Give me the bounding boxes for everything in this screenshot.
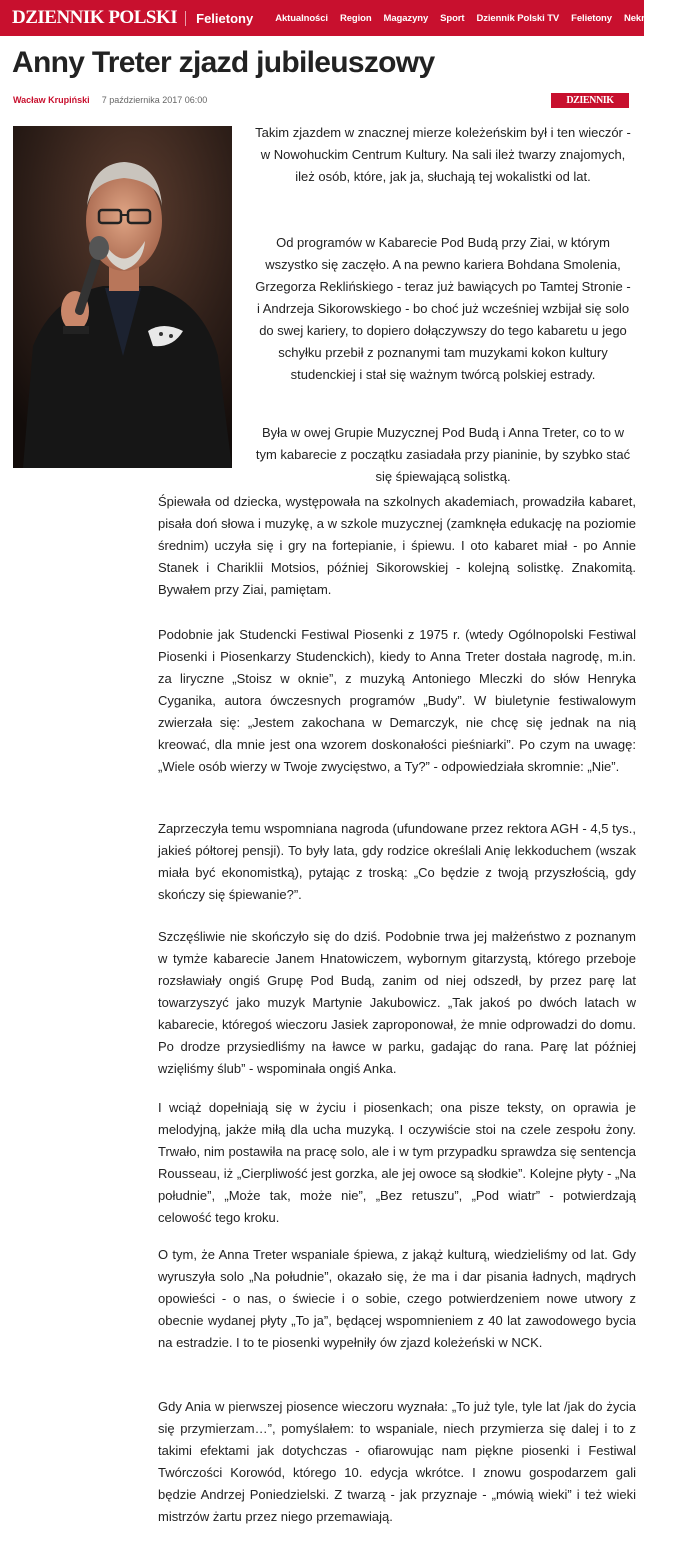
paragraph-9: O tym, że Anna Treter wspaniale śpiewa, z jakąż kulturą, wiedzieliśmy od lat. Gdy wyruszyła solo „Na południe”, okazało się, że ma i dar pisania ładnych, mądrych opowieści - o nas, o świecie i o sobie, czego potwierdzeniem nowe utwory z obecnie wydanej płyty „To ja”, będącej wspomnieniem z 40 lat zawodowego bycia na estradzie. I to te piosenki wypełniły ów zjazd koleżeński w NCK. [158,1247,636,1350]
article-meta [13,95,207,105]
paragraph-3: Była w owej Grupie Muzycznej Pod Budą i Anna Treter, co to w tym kabarecie z początku zasiadała przy pianinie, by szybko stać się śpiewającą solistką. [255,425,631,484]
top-navigation-bar [0,0,691,36]
section-label[interactable]: Felietony [185,11,263,26]
nav-item-sport[interactable]: Sport [440,12,465,24]
article-photo [13,126,232,468]
nav-item-po[interactable]: Po [678,12,691,24]
nav-item-aktualnosci[interactable]: Aktualności [275,12,328,24]
paragraph-2: Od programów w Kabarecie Pod Budą przy Ziai, w którym wszystko się zaczęło. A na pewno kariera Bohdana Smolenia, Grzegorza Reklińskiego - teraz już bawiących po Tamtej Stronie - i Andrzeja Sikorowskiego - bo choć już wcześniej wzbijał się solo do swej kariery, to dopiero dołączywszy do tego kabaretu u jego schyłku przebił z poznanymi tam muzykami kokon kultury studenckiej i stał się ważnym twórcą polskiej estrady. [255,235,631,382]
paragraph-8: I wciąż dopełniają się w życiu i piosenkach; ona pisze teksty, on oprawia je melodyjną, jakże miłą dla ucha muzyką. I oczywiście stoi na czele zespołu żony. Trwało, nim postawiła na pracę solo, ale i w tym przypadku sprawdza się sentencja Rousseau, iż „Cierpliwość jest gorzka, ale jej owoce są słodkie”. Kolejne płyty - „Na południe”, „Może tak, może nie”, „Bez retuszu”, „Pod wiatr” - potwierdzają celowość tego kroku. [158,1100,636,1225]
source-badge: DZIENNIK POLSKI [551,93,629,108]
nav-item-dziennik-polski-tv[interactable]: Dziennik Polski TV [476,12,560,24]
paragraph-6: Zaprzeczyła temu wspomniana nagroda (ufundowane przez rektora AGH - 4,5 tys., jakieś półtorej pensji). To były lata, gdy rodzice określali Anię lekkoduchem (wszak miała być ekonomistką), pytając z troską: „Co będzie z twoją przyszłością, gdy skończy się śpiewanie?”. [158,821,636,902]
paragraph-4: Śpiewała od dziecka, występowała na szkolnych akademiach, prowadziła kabaret, pisała doń słowa i muzykę, a w szkole muzycznej (zamknęła edukację na poziomie średnim) uczyła się i gry na fortepianie, i śpiewu. I oto kabaret miał - po Annie Stanek i Chariklii Motsios, później Sikorowskiej - kolejną solistkę. Znakomitą. Bywałem przy Ziai, pamiętam. [158,494,636,597]
photo-singer-microphone [13,126,232,468]
paragraph-7: Szczęśliwie nie skończyło się do dziś. Podobnie trwa jej małżeństwo z poznanym w tymże kabarecie Janem Hnatowiczem, wybornym gitarzystą, którego przeboje rozsławiały ongiś Grupę Pod Budą, zanim od niej odszedł, by przez parę lat towarzyszyć jako muzyk Martynie Jakubowicz. „Tak jakoś po dwóch latach w kabarecie, któregoś wieczoru Jasiek zaproponował, że mnie odprowadzi do domu. Po drodze przysiedliśmy na ławce w parku, gadając do rana. Parę lat później wzięliśmy ślub” - wspominała ongiś Anka. [158,929,636,1076]
paragraph-5: Podobnie jak Studencki Festiwal Piosenki z 1975 r. (wtedy Ogólnopolski Festiwal Piosenki i Piosenkarzy Studenckich), kiedy to Anna Treter dostała nagrodę, m.in. za liryczne „Stoisz w oknie”, z muzyką Antoniego Mleczki do słów Henryka Cyganika, autora ówczesnych programów „Budy”. W biuletynie festiwalowym zwierzała się: „Jestem zakochana w Demarczyk, nie chcę się jednak na nią kreować, dla mnie jest ona wzorem doskonałości pieśniarki”. Po czym na uwagę: „Wiele osób wierzy w Twoje zwycięstwo, a Ty?” - odpowiedziała skromnie: „Nie”. [158,627,636,774]
nav-item-magazyny[interactable]: Magazyny [383,12,429,24]
site-logo[interactable]: DZIENNIK POLSKI [12,7,178,28]
nav-item-region[interactable]: Region [339,12,372,24]
paragraph-1: Takim zjazdem w znacznej mierze koleżeńskim był i ten wieczór - w Nowohuckim Centrum Kultury. Na sali ileż twarzy znajomych, ileż osób, które, jak ja, słuchają tej wokalistki od lat. [255,125,631,184]
paragraph-10: Gdy Ania w pierwszej piosence wieczoru wyznała: „To już tyle, tyle lat /jak do życia się przymierzam…”, pomyślałem: to wspaniale, niech przymierza się dalej i to z takimi efektami jak dotychczas - ofiarowując nam piękne piosenki i Festiwal Twórczości Korowód, którego 10. edycja wkrótce. I znowu gospodarzem gali będzie Andrzej Poniedzielski. Z twarzą - jak przyznaje - „mówią wieki” i też wieki mistrzów żartu przez niego przemawiają. [158,1399,636,1524]
nav-item-nekrologi[interactable]: Nekrologi [623,12,667,24]
nav-item-felietony[interactable]: Felietony [571,12,612,24]
article-author[interactable]: Wacław Krupiński [13,95,90,105]
article-title: Anny Treter zjazd jubileuszowy [12,46,435,79]
article-date: 7 października 2017 06:00 [101,95,208,105]
